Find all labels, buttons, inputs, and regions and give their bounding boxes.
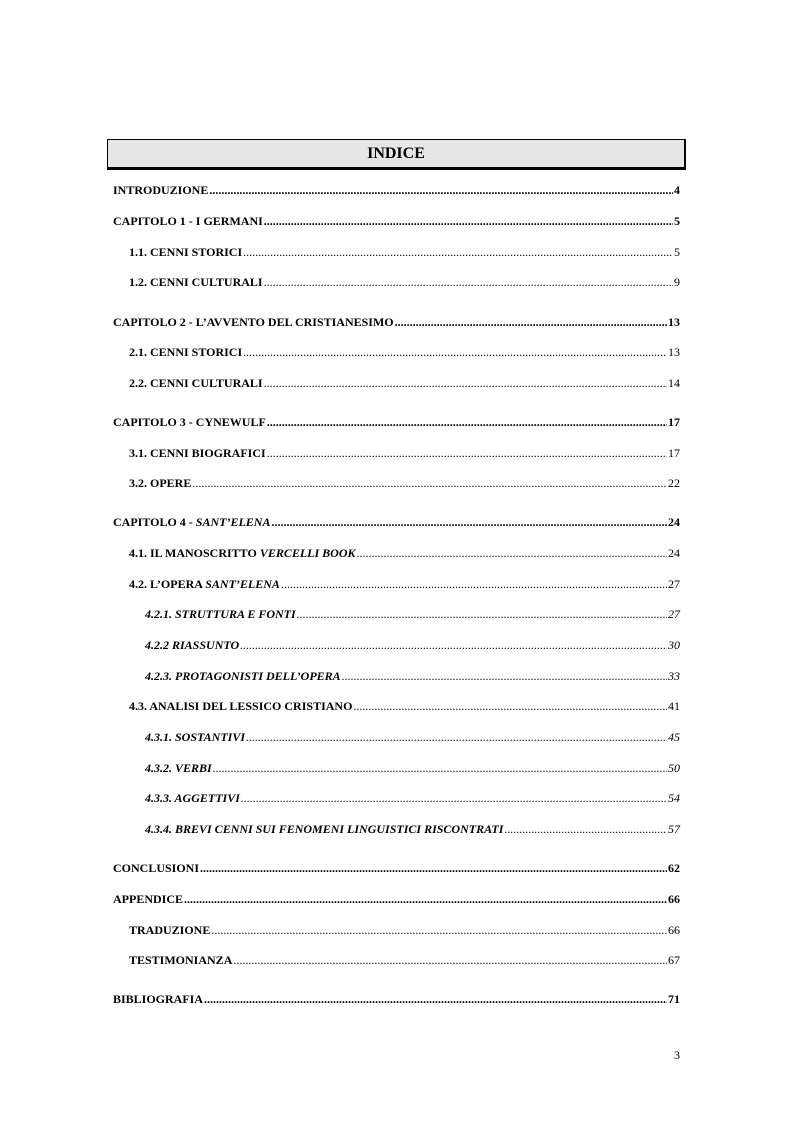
toc-label: [129, 345, 242, 359]
toc-page-number: 67: [668, 953, 680, 967]
toc-entry-traduzione[interactable]: [129, 923, 680, 937]
toc-label-text: CAPITOLO 3 - CYNEWULF: [113, 415, 266, 429]
toc-label-text: 3.1. CENNI BIOGRAFICI: [129, 446, 266, 460]
toc-label: [145, 791, 240, 805]
toc-dot-leader: [271, 515, 667, 529]
toc-label-text: APPENDICE: [113, 892, 184, 906]
toc-label-text: CONCLUSIONI: [113, 861, 200, 875]
toc-label: [129, 275, 263, 289]
toc-dot-leader: [281, 577, 667, 591]
toc-page-number: 14: [668, 376, 680, 390]
toc-label-text: 4.2. L’OPERA: [129, 577, 206, 591]
toc-page-number: 62: [668, 861, 680, 875]
toc-entry-capitolo-4[interactable]: [113, 515, 680, 529]
toc-page-number: 30: [668, 638, 680, 652]
toc-label: [129, 577, 280, 591]
toc-label: [145, 761, 212, 775]
toc-page-number: 66: [668, 892, 680, 906]
toc-label-text: 4.2.2 RIASSUNTO: [145, 638, 240, 652]
toc-label-text: INTRODUZIONE: [113, 183, 209, 197]
toc-dot-leader: [243, 245, 673, 259]
toc-page-number: 9: [674, 275, 680, 289]
toc-label-text: 4.3.4. BREVI CENNI SUI FENOMENI LINGUISTICI RISCONTRATI: [145, 822, 504, 836]
toc-dot-leader: [353, 699, 667, 713]
toc-page-number: 45: [668, 730, 680, 744]
toc-page-number: 13: [668, 345, 680, 359]
toc-label: [113, 992, 203, 1006]
toc-label-text: 1.2. CENNI CULTURALI: [129, 275, 263, 289]
toc-label-text: 4.1. IL MANOSCRITTO: [129, 546, 260, 560]
toc-dot-leader: [213, 761, 667, 775]
toc-label: [145, 638, 239, 652]
toc-label: [129, 953, 232, 967]
toc-page-number: 5: [674, 245, 680, 259]
toc-label: [113, 892, 183, 906]
page-number: 3: [674, 1048, 680, 1062]
toc-label: [129, 923, 210, 937]
toc-dot-leader: [267, 446, 667, 460]
toc-entry-4-2-1[interactable]: [145, 607, 680, 621]
toc-page-number: 27: [668, 577, 680, 591]
toc-page-number: 24: [668, 515, 680, 529]
toc-entry-4-2-3[interactable]: [145, 669, 680, 683]
toc-label: [129, 376, 263, 390]
toc-label-text: CAPITOLO 2 - L’AVVENTO DEL CRISTIANESIMO: [113, 315, 394, 329]
toc-dot-leader: [297, 607, 667, 621]
toc-dot-leader: [241, 791, 667, 805]
toc-dot-leader: [200, 861, 667, 875]
toc-label-text: 2.2. CENNI CULTURALI: [129, 376, 263, 390]
toc-entry-4-1[interactable]: [129, 546, 680, 560]
toc-entry-4-3[interactable]: [129, 699, 680, 713]
toc-dot-leader: [243, 345, 667, 359]
toc-dot-leader: [264, 376, 667, 390]
toc-dot-leader: [192, 476, 667, 490]
toc-entry-4-3-1[interactable]: [145, 730, 680, 744]
toc-entry-3-1[interactable]: [129, 446, 680, 460]
toc-label: [129, 446, 266, 460]
toc-entry-4-2-2[interactable]: [145, 638, 680, 652]
toc-label-text: BIBLIOGRAFIA: [113, 992, 204, 1006]
toc-label-text: CAPITOLO 1 - I GERMANI: [113, 214, 263, 228]
toc-label-text: 4.3.1. SOSTANTIVI: [145, 730, 246, 744]
toc-dot-leader: [184, 892, 667, 906]
toc-entry-4-3-3[interactable]: [145, 791, 680, 805]
toc-entry-2-1[interactable]: [129, 345, 680, 359]
toc-page-number: 5: [674, 214, 680, 228]
toc-dot-leader: [264, 214, 673, 228]
toc-entry-capitolo-1[interactable]: [113, 214, 680, 228]
toc-dot-leader: [395, 315, 667, 329]
toc-page-number: 33: [668, 669, 680, 683]
toc-dot-leader: [209, 183, 673, 197]
toc-page-number: 13: [668, 315, 680, 329]
toc-page-number: 17: [668, 446, 680, 460]
toc-dot-leader: [233, 953, 667, 967]
toc-page-number: 41: [668, 699, 680, 713]
toc-page-number: 57: [668, 822, 680, 836]
toc-label-text: 4.3.2. VERBI: [145, 761, 212, 775]
toc-entry-4-2[interactable]: [129, 577, 680, 591]
toc-page-number: 27: [668, 607, 680, 621]
toc-dot-leader: [357, 546, 667, 560]
toc-label-text: 2.1. CENNI STORICI: [129, 345, 243, 359]
toc-dot-leader: [240, 638, 667, 652]
toc-entry-capitolo-2[interactable]: [113, 315, 680, 329]
toc-label: [145, 607, 296, 621]
toc-label: [129, 245, 242, 259]
toc-label-italic-text: SANT’ELENA: [195, 515, 271, 529]
toc-entry-1-2[interactable]: [129, 275, 680, 289]
index-title: INDICE: [367, 145, 425, 162]
toc-label-italic-text: SANT’ELENA: [205, 577, 280, 591]
toc-label: [113, 183, 208, 197]
toc-label: [129, 476, 191, 490]
toc-entry-appendice[interactable]: [113, 892, 680, 906]
toc-dot-leader: [211, 923, 667, 937]
index-title-box: [107, 139, 686, 170]
toc-label: [145, 669, 341, 683]
toc-label-text: 1.1. CENNI STORICI: [129, 245, 243, 259]
toc-dot-leader: [204, 992, 667, 1006]
toc-entry-introduzione[interactable]: [113, 183, 680, 197]
toc-dot-leader: [246, 730, 667, 744]
toc-entry-4-3-2[interactable]: [145, 761, 680, 775]
toc-label: [129, 699, 352, 713]
toc-entry-bibliografia[interactable]: [113, 992, 680, 1006]
toc-dot-leader: [267, 415, 667, 429]
toc-page-number: 22: [668, 476, 680, 490]
toc-label: [113, 861, 199, 875]
toc-label: [129, 546, 356, 560]
toc-label: [113, 315, 394, 329]
toc-label: [113, 515, 270, 529]
toc-entry-3-2[interactable]: [129, 476, 680, 490]
toc-label-text: 4.2.1. STRUTTURA E FONTI: [145, 607, 296, 621]
toc-page-number: 24: [668, 546, 680, 560]
toc-entry-2-2[interactable]: [129, 376, 680, 390]
toc-label-text: 4.3. ANALISI DEL LESSICO CRISTIANO: [129, 699, 353, 713]
toc-page-number: 66: [668, 923, 680, 937]
toc-entry-capitolo-3[interactable]: [113, 415, 680, 429]
toc-entry-conclusioni[interactable]: [113, 861, 680, 875]
toc-page-number: 4: [674, 183, 680, 197]
toc-entry-1-1[interactable]: [129, 245, 680, 259]
toc-entry-4-3-4[interactable]: [145, 822, 680, 836]
toc-label-italic-text: VERCELLI BOOK: [259, 546, 356, 560]
toc-label: [145, 822, 503, 836]
toc-label: [145, 730, 245, 744]
toc-dot-leader: [504, 822, 667, 836]
toc-label-text: CAPITOLO 4 -: [113, 515, 196, 529]
toc-dot-leader: [264, 275, 673, 289]
toc-label-text: 4.3.3. AGGETTIVI: [145, 791, 240, 805]
toc-label: [113, 415, 266, 429]
toc-dot-leader: [342, 669, 667, 683]
toc-entry-testimonianza[interactable]: [129, 953, 680, 967]
toc-label-text: 4.2.3. PROTAGONISTI DELL’OPERA: [145, 669, 341, 683]
toc-label-text: TESTIMONIANZA: [129, 953, 233, 967]
toc-page-number: 17: [668, 415, 680, 429]
toc-page-number: 71: [668, 992, 680, 1006]
toc-label: [113, 214, 263, 228]
toc-page-number: 54: [668, 791, 680, 805]
toc-page-number: 50: [668, 761, 680, 775]
toc-label-text: TRADUZIONE: [129, 923, 211, 937]
toc-label-text: 3.2. OPERE: [129, 476, 192, 490]
